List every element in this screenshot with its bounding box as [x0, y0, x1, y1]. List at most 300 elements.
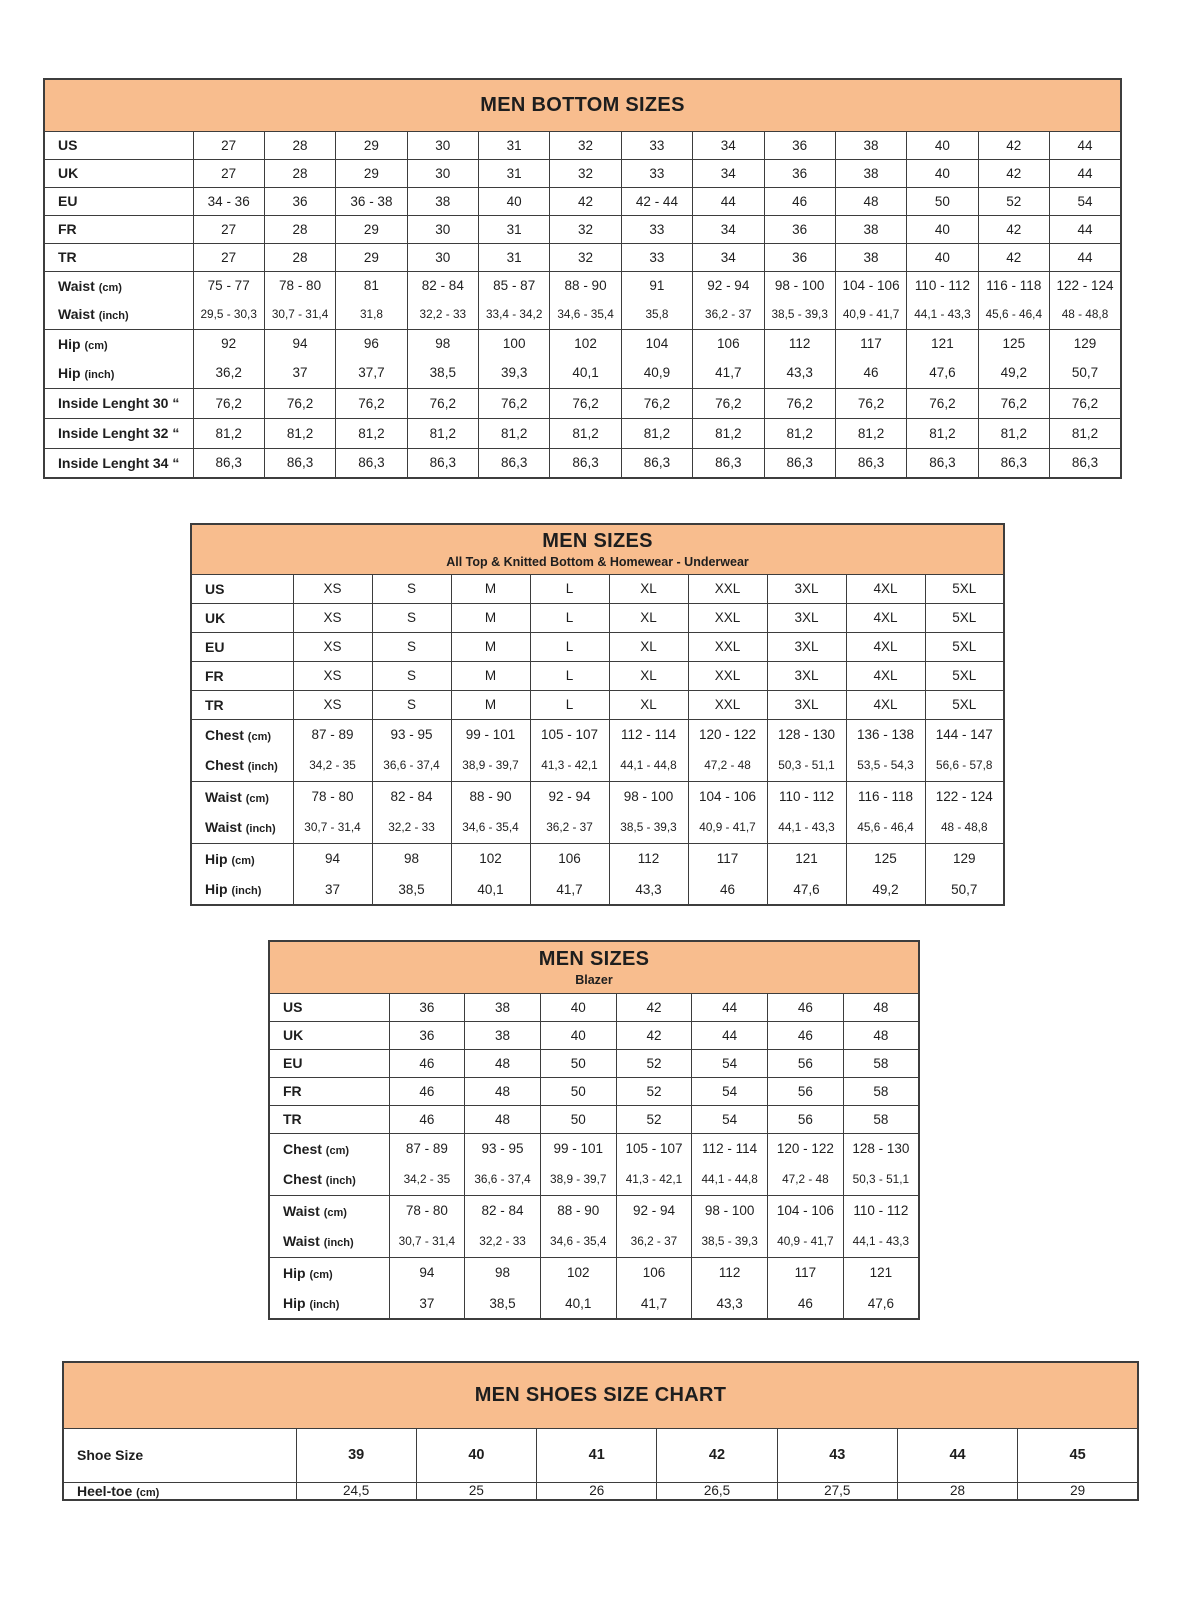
value-cell: 34 — [693, 215, 764, 243]
value-cell: 30,7 - 31,4 — [293, 812, 372, 843]
row-label-unit: (inch) — [98, 310, 129, 323]
value-cell: 5XL — [925, 603, 1004, 632]
value-cell: 117 — [688, 843, 767, 874]
men-sizes-top-table — [190, 523, 1005, 906]
value-cell: XXL — [688, 661, 767, 690]
value-cell: 36 — [764, 159, 835, 187]
value-cell: S — [372, 632, 451, 661]
value-cell: 58 — [843, 1077, 919, 1105]
value-cell: 42 - 44 — [621, 187, 692, 215]
value-cell: XS — [293, 603, 372, 632]
value-cell: 47,2 - 48 — [768, 1164, 844, 1195]
value-cell: 56 — [768, 1049, 844, 1077]
value-cell: XL — [609, 603, 688, 632]
value-cell: 53,5 - 54,3 — [846, 750, 925, 781]
value-cell: 42 — [978, 131, 1049, 159]
row-label: TR — [205, 696, 224, 713]
value-cell: 36,2 — [193, 358, 264, 388]
value-cell: 58 — [843, 1049, 919, 1077]
row-label-cell — [44, 131, 193, 159]
row-label: FR — [283, 1083, 302, 1099]
table-row — [191, 843, 1004, 874]
row-label-cell — [44, 271, 193, 300]
value-cell: 40,9 - 41,7 — [768, 1226, 844, 1257]
table-row — [269, 1164, 919, 1195]
row-label: Hip — [283, 1295, 306, 1311]
value-cell: 46 — [768, 1288, 844, 1319]
value-cell: 86,3 — [907, 448, 978, 478]
value-cell: 31 — [479, 131, 550, 159]
value-cell: 40,1 — [451, 874, 530, 905]
value-cell: 86,3 — [407, 448, 478, 478]
value-cell: 36,6 - 37,4 — [372, 750, 451, 781]
value-cell: 122 - 124 — [1050, 271, 1122, 300]
value-cell: 5XL — [925, 661, 1004, 690]
value-cell: 33 — [621, 131, 692, 159]
value-cell: S — [372, 690, 451, 719]
row-label-cell — [191, 874, 293, 905]
value-cell: 50 — [907, 187, 978, 215]
row-label-unit: (inch) — [231, 885, 262, 897]
value-cell: 94 — [264, 329, 335, 358]
value-cell: 81,2 — [550, 418, 621, 448]
value-cell: 105 - 107 — [530, 719, 609, 750]
table-subtitle: Blazer — [575, 972, 613, 987]
value-cell: 46 — [768, 993, 844, 1021]
value-cell: 91 — [621, 271, 692, 300]
value-cell: 46 — [389, 1105, 465, 1133]
value-cell: 85 - 87 — [479, 271, 550, 300]
value-cell: 38 — [835, 159, 906, 187]
row-label-cell — [44, 215, 193, 243]
row-label: Hip — [205, 850, 228, 867]
value-cell: 106 — [693, 329, 764, 358]
value-cell: S — [372, 661, 451, 690]
value-cell: 29 — [336, 243, 407, 271]
table-row — [269, 1105, 919, 1133]
value-cell: 38 — [465, 993, 541, 1021]
value-cell: 78 - 80 — [264, 271, 335, 300]
value-cell: 47,6 — [907, 358, 978, 388]
value-cell: 45 — [1018, 1428, 1138, 1482]
value-cell: 5XL — [925, 632, 1004, 661]
value-cell: 48 — [843, 993, 919, 1021]
value-cell: 44 — [897, 1428, 1017, 1482]
row-label-cell — [191, 719, 293, 750]
table-title: MEN BOTTOM SIZES — [480, 93, 685, 116]
value-cell: 50 — [540, 1077, 616, 1105]
table-row — [269, 993, 919, 1021]
value-cell: 112 — [609, 843, 688, 874]
value-cell: 50,3 - 51,1 — [843, 1164, 919, 1195]
row-label: Chest — [205, 726, 244, 743]
value-cell: 46 — [764, 187, 835, 215]
row-label-cell — [269, 1021, 389, 1049]
value-cell: 36 — [764, 243, 835, 271]
table-row — [44, 159, 1121, 187]
row-label: EU — [205, 638, 225, 655]
row-label-cell — [44, 159, 193, 187]
row-label: Chest — [283, 1171, 322, 1188]
value-cell: 40,9 - 41,7 — [835, 300, 906, 329]
row-label-cell — [191, 750, 293, 781]
value-cell: 44,1 - 43,3 — [767, 812, 846, 843]
value-cell: 52 — [978, 187, 1049, 215]
value-cell: 81,2 — [1050, 418, 1122, 448]
value-cell: 36,6 - 37,4 — [465, 1164, 541, 1195]
value-cell: 52 — [616, 1077, 692, 1105]
value-cell: 37 — [389, 1288, 465, 1319]
row-label: UK — [205, 609, 226, 626]
men-sizes-blazer-grid — [268, 940, 920, 1320]
value-cell: 40,1 — [550, 358, 621, 388]
value-cell: 32 — [550, 243, 621, 271]
row-label-cell — [191, 661, 293, 690]
value-cell: 24,5 — [296, 1482, 416, 1500]
value-cell: 32 — [550, 215, 621, 243]
value-cell: 38 — [835, 131, 906, 159]
table-row — [44, 358, 1121, 388]
value-cell: 48 — [835, 187, 906, 215]
value-cell: 36,2 - 37 — [693, 300, 764, 329]
value-cell: 100 — [479, 329, 550, 358]
table-title-row — [63, 1362, 1138, 1428]
value-cell: 112 - 114 — [609, 719, 688, 750]
value-cell: 44,1 - 44,8 — [609, 750, 688, 781]
row-label-cell — [269, 1226, 389, 1257]
value-cell: 34,6 - 35,4 — [550, 300, 621, 329]
value-cell: 86,3 — [550, 448, 621, 478]
row-label-unit: (inch) — [245, 823, 276, 836]
value-cell: 81,2 — [907, 418, 978, 448]
men-bottom-sizes-grid — [43, 78, 1122, 479]
row-label: Waist — [205, 788, 242, 805]
value-cell: 54 — [1050, 187, 1122, 215]
value-cell: 76,2 — [479, 388, 550, 418]
table-row — [191, 874, 1004, 905]
value-cell: 32,2 - 33 — [407, 300, 478, 329]
row-label-unit: (cm) — [98, 281, 122, 294]
value-cell: 44 — [1050, 131, 1122, 159]
row-label: FR — [58, 221, 77, 237]
value-cell: 34,2 - 35 — [293, 750, 372, 781]
row-label: Hip — [58, 335, 81, 352]
value-cell: 92 - 94 — [530, 781, 609, 812]
value-cell: XXL — [688, 690, 767, 719]
value-cell: 34 - 36 — [193, 187, 264, 215]
value-cell: XL — [609, 574, 688, 603]
table-row — [191, 632, 1004, 661]
value-cell: 48 — [465, 1105, 541, 1133]
value-cell: 45,6 - 46,4 — [846, 812, 925, 843]
value-cell: 37,7 — [336, 358, 407, 388]
value-cell: 3XL — [767, 661, 846, 690]
value-cell: 112 — [692, 1257, 768, 1288]
row-label-unit: (cm) — [325, 1144, 350, 1157]
value-cell: L — [530, 632, 609, 661]
value-cell: 29 — [336, 159, 407, 187]
row-label: FR — [205, 667, 224, 684]
value-cell: 40 — [907, 159, 978, 187]
value-cell: 48 — [843, 1021, 919, 1049]
value-cell: XL — [609, 661, 688, 690]
value-cell: 50 — [540, 1105, 616, 1133]
value-cell: 125 — [978, 329, 1049, 358]
value-cell: 86,3 — [264, 448, 335, 478]
value-cell: 32 — [550, 131, 621, 159]
row-label-cell — [44, 187, 193, 215]
table-title: MEN SHOES SIZE CHART — [474, 1383, 727, 1406]
row-label: UK — [58, 165, 79, 181]
table-row — [191, 603, 1004, 632]
value-cell: 30,7 - 31,4 — [389, 1226, 465, 1257]
value-cell: 32 — [550, 159, 621, 187]
table-row — [191, 574, 1004, 603]
table-row — [269, 1133, 919, 1164]
value-cell: 76,2 — [1050, 388, 1122, 418]
row-label: Waist — [283, 1233, 320, 1250]
table-title-cell — [191, 524, 1004, 574]
row-label-unit: (cm) — [84, 339, 108, 352]
table-row — [44, 215, 1121, 243]
value-cell: 82 - 84 — [372, 781, 451, 812]
value-cell: 46 — [688, 874, 767, 905]
row-label-unit: (inch) — [84, 368, 115, 381]
value-cell: 76,2 — [835, 388, 906, 418]
table-row — [269, 1226, 919, 1257]
row-label: Hip — [283, 1264, 306, 1281]
value-cell: 94 — [389, 1257, 465, 1288]
value-cell: 41,3 - 42,1 — [530, 750, 609, 781]
men-sizes-blazer-table — [268, 940, 920, 1320]
value-cell: 47,6 — [767, 874, 846, 905]
value-cell: 26,5 — [657, 1482, 777, 1500]
value-cell: 54 — [692, 1105, 768, 1133]
value-cell: 38,5 - 39,3 — [764, 300, 835, 329]
row-label-cell — [191, 843, 293, 874]
value-cell: 42 — [616, 1021, 692, 1049]
value-cell: 28 — [264, 131, 335, 159]
value-cell: 56 — [768, 1077, 844, 1105]
value-cell: 86,3 — [764, 448, 835, 478]
row-label: Chest — [283, 1140, 322, 1157]
value-cell: 44,1 - 43,3 — [843, 1226, 919, 1257]
value-cell: S — [372, 574, 451, 603]
row-label-cell — [269, 1257, 389, 1288]
value-cell: 76,2 — [621, 388, 692, 418]
table-title: MEN SIZES — [542, 529, 653, 552]
value-cell: 5XL — [925, 574, 1004, 603]
row-label-cell — [191, 632, 293, 661]
row-label: Waist — [58, 306, 95, 323]
value-cell: 29 — [336, 131, 407, 159]
value-cell: 136 - 138 — [846, 719, 925, 750]
value-cell: 30 — [407, 215, 478, 243]
value-cell: 32,2 - 33 — [465, 1226, 541, 1257]
value-cell: XS — [293, 690, 372, 719]
value-cell: 87 - 89 — [389, 1133, 465, 1164]
value-cell: 121 — [767, 843, 846, 874]
value-cell: 47,2 - 48 — [688, 750, 767, 781]
table-title: MEN SIZES — [538, 947, 650, 970]
value-cell: XL — [609, 632, 688, 661]
table-row — [269, 1021, 919, 1049]
value-cell: 41,3 - 42,1 — [616, 1164, 692, 1195]
value-cell: 34,6 - 35,4 — [451, 812, 530, 843]
row-label-cell — [191, 781, 293, 812]
value-cell: 40 — [907, 131, 978, 159]
table-row — [191, 781, 1004, 812]
value-cell: 106 — [616, 1257, 692, 1288]
row-label: Inside Lenght 32 “ — [58, 425, 180, 441]
value-cell: 3XL — [767, 574, 846, 603]
value-cell: 31,8 — [336, 300, 407, 329]
value-cell: 36 — [389, 1021, 465, 1049]
value-cell: 93 - 95 — [465, 1133, 541, 1164]
table-row — [44, 131, 1121, 159]
value-cell: 88 - 90 — [451, 781, 530, 812]
value-cell: 76,2 — [764, 388, 835, 418]
value-cell: 38 — [407, 187, 478, 215]
value-cell: 38,9 - 39,7 — [540, 1164, 616, 1195]
row-label: US — [283, 999, 303, 1015]
value-cell: 96 — [336, 329, 407, 358]
value-cell: 76,2 — [193, 388, 264, 418]
value-cell: 45,6 - 46,4 — [978, 300, 1049, 329]
row-label-unit: (cm) — [323, 1206, 347, 1219]
value-cell: 116 - 118 — [846, 781, 925, 812]
value-cell: 3XL — [767, 632, 846, 661]
value-cell: 40 — [416, 1428, 536, 1482]
row-label: Waist — [205, 819, 242, 836]
row-label-cell — [44, 388, 193, 418]
value-cell: 76,2 — [693, 388, 764, 418]
value-cell: XS — [293, 632, 372, 661]
value-cell: 105 - 107 — [616, 1133, 692, 1164]
value-cell: L — [530, 574, 609, 603]
value-cell: 27 — [193, 159, 264, 187]
value-cell: 50 — [540, 1049, 616, 1077]
value-cell: 27 — [193, 131, 264, 159]
value-cell: 48 — [465, 1049, 541, 1077]
value-cell: 82 - 84 — [407, 271, 478, 300]
value-cell: 121 — [843, 1257, 919, 1288]
value-cell: 34 — [693, 243, 764, 271]
value-cell: M — [451, 574, 530, 603]
value-cell: 44 — [692, 1021, 768, 1049]
value-cell: 98 — [372, 843, 451, 874]
value-cell: XS — [293, 661, 372, 690]
value-cell: 86,3 — [978, 448, 1049, 478]
table-row — [44, 388, 1121, 418]
row-label-cell — [191, 812, 293, 843]
value-cell: L — [530, 661, 609, 690]
table-row — [44, 187, 1121, 215]
value-cell: 99 - 101 — [540, 1133, 616, 1164]
value-cell: 78 - 80 — [293, 781, 372, 812]
value-cell: 25 — [416, 1482, 536, 1500]
value-cell: 38,5 — [372, 874, 451, 905]
table-row — [269, 1077, 919, 1105]
value-cell: 48 - 48,8 — [925, 812, 1004, 843]
men-shoes-size-chart-grid — [62, 1361, 1139, 1501]
table-title-row — [44, 79, 1121, 131]
value-cell: 81,2 — [193, 418, 264, 448]
value-cell: 106 — [530, 843, 609, 874]
value-cell: 76,2 — [407, 388, 478, 418]
value-cell: 4XL — [846, 661, 925, 690]
row-label-cell — [269, 1105, 389, 1133]
value-cell: 33 — [621, 159, 692, 187]
value-cell: 49,2 — [978, 358, 1049, 388]
value-cell: 81,2 — [978, 418, 1049, 448]
value-cell: 81,2 — [264, 418, 335, 448]
value-cell: 36 — [764, 131, 835, 159]
row-label-unit: (inch) — [323, 1237, 354, 1250]
row-label: TR — [58, 249, 77, 265]
value-cell: 86,3 — [336, 448, 407, 478]
value-cell: S — [372, 603, 451, 632]
value-cell: 30,7 - 31,4 — [264, 300, 335, 329]
row-label: US — [58, 137, 78, 153]
value-cell: 35,8 — [621, 300, 692, 329]
row-label-unit: (cm) — [309, 1268, 333, 1281]
row-label-cell — [191, 690, 293, 719]
row-label: Waist — [58, 277, 95, 294]
table-row — [269, 1195, 919, 1226]
row-label-cell — [269, 993, 389, 1021]
value-cell: 128 - 130 — [843, 1133, 919, 1164]
row-label: UK — [283, 1027, 304, 1043]
value-cell: XXL — [688, 603, 767, 632]
value-cell: 99 - 101 — [451, 719, 530, 750]
value-cell: 40,1 — [540, 1288, 616, 1319]
value-cell: 56,6 - 57,8 — [925, 750, 1004, 781]
value-cell: 30 — [407, 243, 478, 271]
table-title-cell — [44, 79, 1121, 131]
value-cell: 39,3 — [479, 358, 550, 388]
row-label: Hip — [205, 881, 228, 897]
value-cell: 102 — [540, 1257, 616, 1288]
value-cell: 43 — [777, 1428, 897, 1482]
value-cell: 43,3 — [692, 1288, 768, 1319]
value-cell: 27 — [193, 215, 264, 243]
value-cell: 37 — [264, 358, 335, 388]
value-cell: 81,2 — [835, 418, 906, 448]
men-shoes-size-chart-table — [62, 1361, 1139, 1501]
value-cell: 31 — [479, 159, 550, 187]
value-cell: 31 — [479, 215, 550, 243]
value-cell: 52 — [616, 1105, 692, 1133]
value-cell: 128 - 130 — [767, 719, 846, 750]
value-cell: 86,3 — [621, 448, 692, 478]
value-cell: 38 — [465, 1021, 541, 1049]
value-cell: 82 - 84 — [465, 1195, 541, 1226]
value-cell: 117 — [768, 1257, 844, 1288]
value-cell: 54 — [692, 1049, 768, 1077]
value-cell: 92 - 94 — [616, 1195, 692, 1226]
value-cell: 34,2 - 35 — [389, 1164, 465, 1195]
value-cell: 94 — [293, 843, 372, 874]
value-cell: 81,2 — [479, 418, 550, 448]
value-cell: 44 — [1050, 159, 1122, 187]
value-cell: 110 - 112 — [907, 271, 978, 300]
value-cell: 44,1 - 44,8 — [692, 1164, 768, 1195]
row-label-cell — [269, 1049, 389, 1077]
value-cell: 76,2 — [907, 388, 978, 418]
value-cell: 3XL — [767, 690, 846, 719]
value-cell: 48 - 48,8 — [1050, 300, 1122, 329]
